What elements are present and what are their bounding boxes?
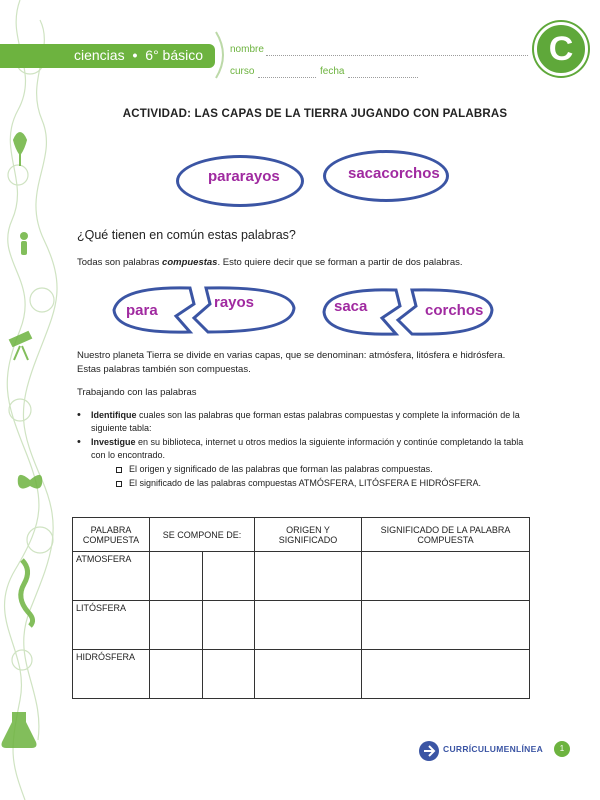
intro-paragraph: Todas son palabras compuestas. Esto quiere decir que se forman a partir de dos palabras. [77,257,463,268]
answer-cell[interactable] [202,552,255,601]
answer-cell[interactable] [362,601,530,650]
header-composed-of: SE COMPONE DE: [150,518,255,552]
row-label: LITÓSFERA [73,601,150,650]
date-field-line[interactable] [348,77,418,78]
emphasized-word: compuestas [162,257,218,268]
answer-cell[interactable] [150,650,203,699]
header-compound-word: PALABRA COMPUESTA [73,518,150,552]
table-row [73,552,530,601]
section-heading: Trabajando con las palabras [77,387,197,398]
flask-icon [2,712,37,748]
answer-cell[interactable] [362,650,530,699]
answer-cell[interactable] [202,650,255,699]
brand-name: CURRÍCULUMENLÍNEA [443,744,544,754]
activity-title: ACTIVIDAD: LAS CAPAS DE LA TIERRA JUGANDO CON PALABRAS [122,108,508,120]
decorative-vine-border [0,0,62,800]
worksheet-table [72,517,530,699]
grade-label: 6° básico [145,47,204,63]
example-word-1: pararayos [208,168,280,185]
page-number: 1 [554,741,570,757]
planet-paragraph: Nuestro planeta Tierra se divide en varias capas, que se denominan: atmósfera, litósfera e hidrósfera. Estas palabras también son compuestas. [77,350,506,375]
example-word-2: sacacorchos [348,165,440,182]
split-word-2b: corchos [425,302,484,319]
plant-icon [14,133,26,166]
answer-cell[interactable] [202,601,255,650]
sub-instruction-item: El significado de las palabras compuestas ATMÓSFERA, LITÓSFERA E HIDRÓSFERA. [77,477,529,490]
course-field-label: curso [230,66,255,77]
instruction-item: • Investigue en su biblioteca, internet u otros medios la siguiente información y continúe completando la tabla con lo encontrado. [77,436,529,461]
answer-cell[interactable] [150,601,203,650]
name-field-line[interactable] [266,55,528,56]
section-badge: C [534,22,588,76]
answer-cell[interactable] [150,552,203,601]
answer-cell[interactable] [255,552,362,601]
table-row [73,650,530,699]
answer-cell[interactable] [362,552,530,601]
split-word-1a: para [126,302,158,319]
row-label: ATMOSFERA [73,552,150,601]
separator: • [132,47,138,63]
split-word-1b: rayos [214,294,255,311]
question-heading: ¿Qué tienen en común estas palabras? [77,228,296,242]
curriculum-logo [418,740,544,762]
name-field-label: nombre [230,44,264,55]
lizard-icon [21,560,33,626]
date-field-label: fecha [320,66,345,77]
instruction-item: • Identifique cuales son las palabras que forman estas palabras compuestas y complete la información de la siguiente tabla: [77,409,529,434]
subject-banner [0,44,215,68]
logo-icon [418,740,440,762]
table-row [73,601,530,650]
answer-cell[interactable] [255,601,362,650]
subject-label: ciencias [74,47,125,63]
course-field-line[interactable] [258,77,316,78]
split-word-2a: saca [334,298,368,315]
telescope-icon [10,332,31,360]
answer-cell[interactable] [255,650,362,699]
person-icon [20,232,28,240]
row-label: HIDRÓSFERA [73,650,150,699]
butterfly-icon [18,475,43,489]
header-meaning: SIGNIFICADO DE LA PALABRA COMPUESTA [362,518,530,552]
sub-instruction-item: El origen y significado de las palabras que forman las palabras compuestas. [77,463,529,476]
instructions-list [77,409,529,490]
header-origin: ORIGEN Y SIGNIFICADO [255,518,362,552]
